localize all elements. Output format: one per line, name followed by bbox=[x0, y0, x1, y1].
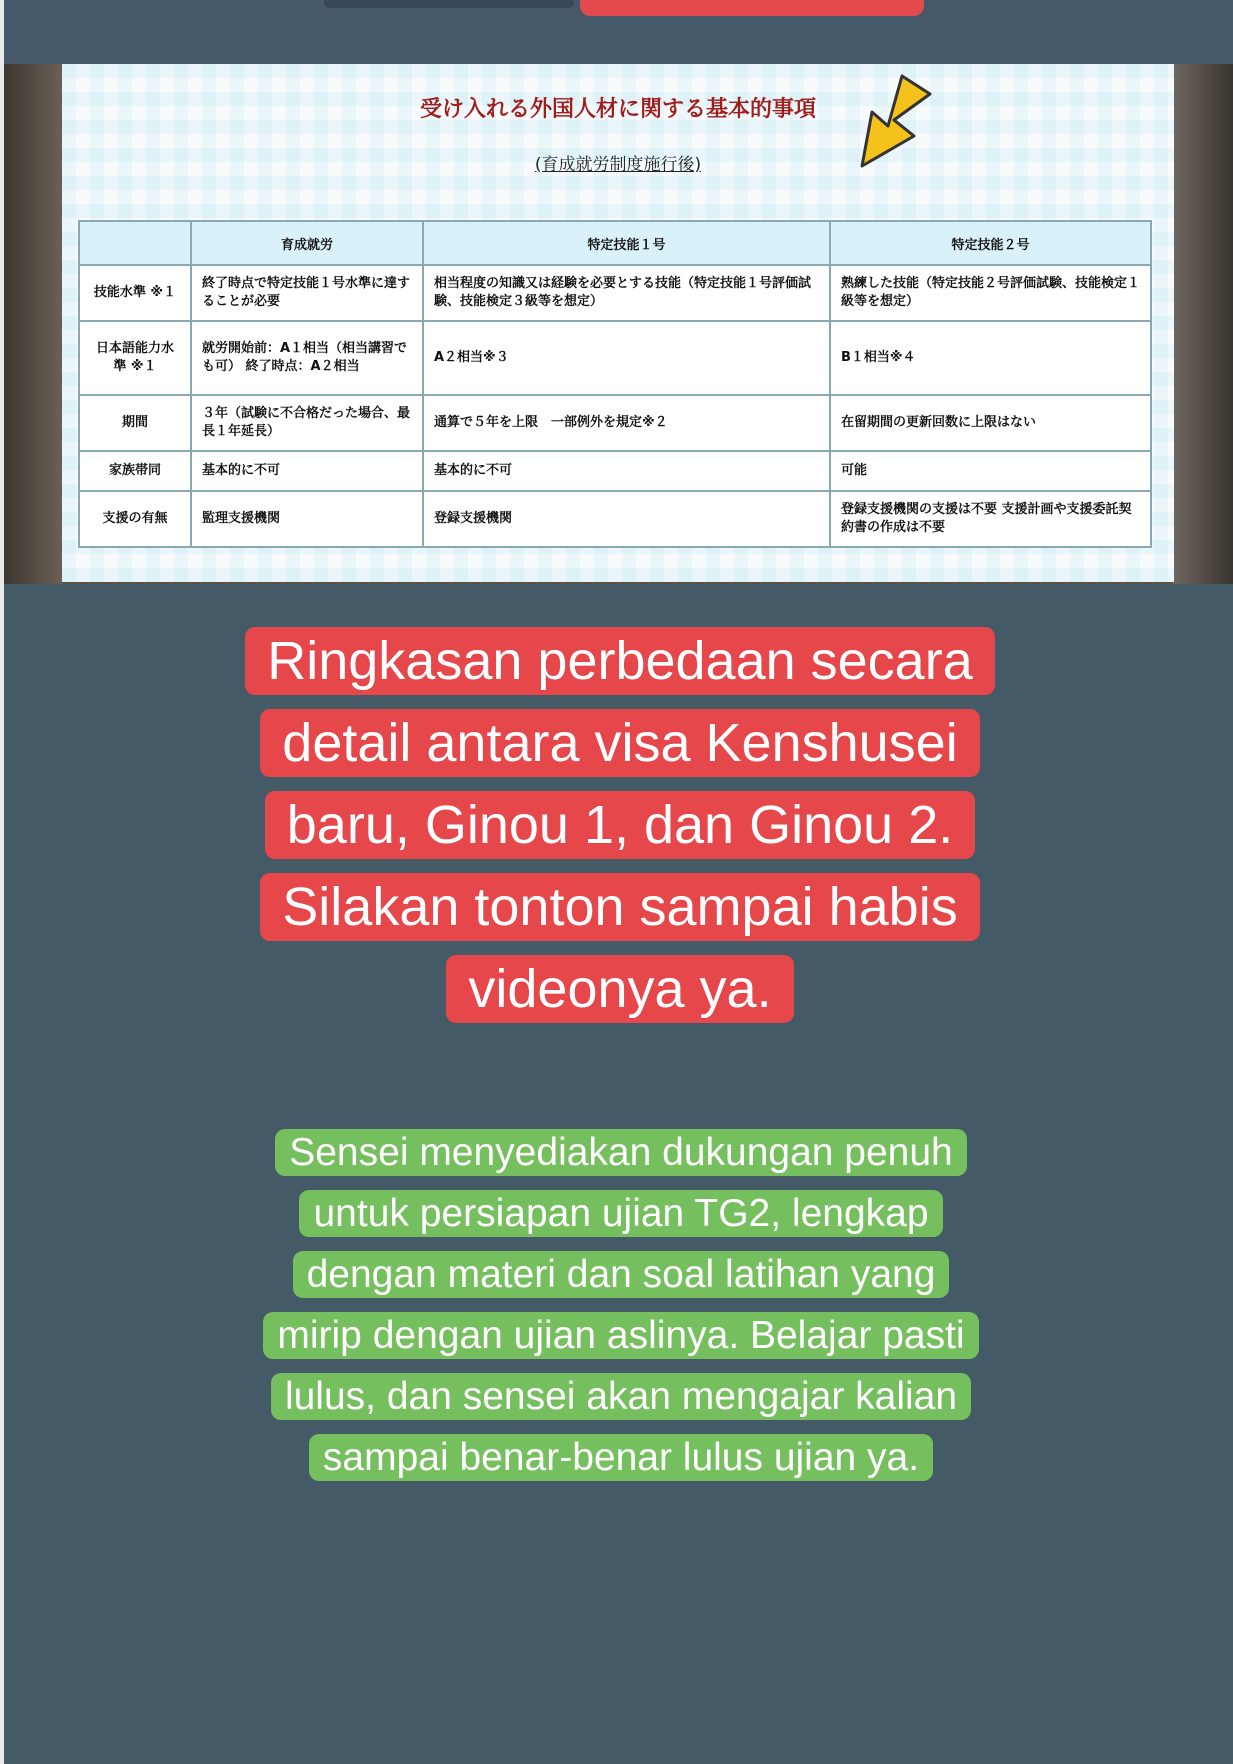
video-frame-left-edge bbox=[4, 64, 62, 584]
table-cell: A２相当※３ bbox=[423, 321, 830, 395]
red-caption-line: videonya ya. bbox=[446, 955, 793, 1023]
green-caption-line: dengan materi dan soal latihan yang bbox=[293, 1251, 950, 1298]
table-row bbox=[79, 395, 1151, 451]
table-cell: 就労開始前：A１相当（相当講習でも可） 終了時点：A２相当 bbox=[191, 321, 423, 395]
green-caption-line: sampai benar-benar lulus ujian ya. bbox=[309, 1434, 933, 1481]
comparison-table bbox=[78, 220, 1152, 548]
table-row bbox=[79, 451, 1151, 491]
table-cell: B１相当※４ bbox=[830, 321, 1151, 395]
video-frame-right-edge bbox=[1173, 64, 1233, 584]
table-row bbox=[79, 265, 1151, 321]
red-caption bbox=[150, 620, 1090, 1030]
green-caption-line: mirip dengan ujian aslinya. Belajar pasti bbox=[263, 1312, 978, 1359]
row-label: 家族帯同 bbox=[79, 451, 191, 491]
table-row bbox=[79, 491, 1151, 547]
header-corner bbox=[79, 221, 191, 265]
table-cell: 基本的に不可 bbox=[423, 451, 830, 491]
green-caption-line: lulus, dan sensei akan mengajar kalian bbox=[271, 1373, 971, 1420]
red-caption-line: baru, Ginou 1, dan Ginou 2. bbox=[265, 791, 975, 859]
document-subtitle: (育成就労制度施行後) bbox=[534, 155, 702, 175]
table-cell: 通算で５年を上限 一部例外を規定※２ bbox=[423, 395, 830, 451]
document-title: 受け入れる外国人材に関する基本的事項 bbox=[419, 97, 816, 122]
table-cell: 登録支援機関の支援は不要 支援計画や支援委託契約書の作成は不要 bbox=[830, 491, 1151, 547]
top-caption-fragment bbox=[324, 0, 574, 8]
table-cell: 相当程度の知識又は経験を必要とする技能（特定技能１号評価試験、技能検定３級等を想定） bbox=[423, 265, 830, 321]
green-caption-line: untuk persiapan ujian TG2, lengkap bbox=[299, 1190, 942, 1237]
table-row bbox=[79, 321, 1151, 395]
red-caption-line: Silakan tonton sampai habis bbox=[260, 873, 979, 941]
table-cell: 基本的に不可 bbox=[191, 451, 423, 491]
table-cell: 監理支援機関 bbox=[191, 491, 423, 547]
green-caption-line: Sensei menyediakan dukungan penuh bbox=[275, 1129, 967, 1176]
table-cell: 終了時点で特定技能１号水準に達することが必要 bbox=[191, 265, 423, 321]
table-cell: 可能 bbox=[830, 451, 1151, 491]
row-label: 支援の有無 bbox=[79, 491, 191, 547]
row-label: 期間 bbox=[79, 395, 191, 451]
row-label: 日本語能力水準 ※１ bbox=[79, 321, 191, 395]
header-tokutei-1: 特定技能１号 bbox=[423, 221, 830, 265]
table-cell: 在留期間の更新回数に上限はない bbox=[830, 395, 1151, 451]
header-ikusei-shuro: 育成就労 bbox=[191, 221, 423, 265]
top-caption-highlight bbox=[580, 0, 924, 16]
table-cell: ３年（試験に不合格だった場合、最長１年延長） bbox=[191, 395, 423, 451]
table-header-row bbox=[79, 221, 1151, 265]
table-cell: 登録支援機関 bbox=[423, 491, 830, 547]
row-label: 技能水準 ※１ bbox=[79, 265, 191, 321]
red-caption-line: detail antara visa Kenshusei bbox=[260, 709, 979, 777]
green-caption bbox=[138, 1122, 1104, 1488]
header-tokutei-2: 特定技能２号 bbox=[830, 221, 1151, 265]
document-screenshot bbox=[62, 64, 1174, 582]
table-cell: 熟練した技能（特定技能２号評価試験、技能検定１級等を想定） bbox=[830, 265, 1151, 321]
red-caption-line: Ringkasan perbedaan secara bbox=[245, 627, 994, 695]
top-banner bbox=[4, 0, 1233, 64]
